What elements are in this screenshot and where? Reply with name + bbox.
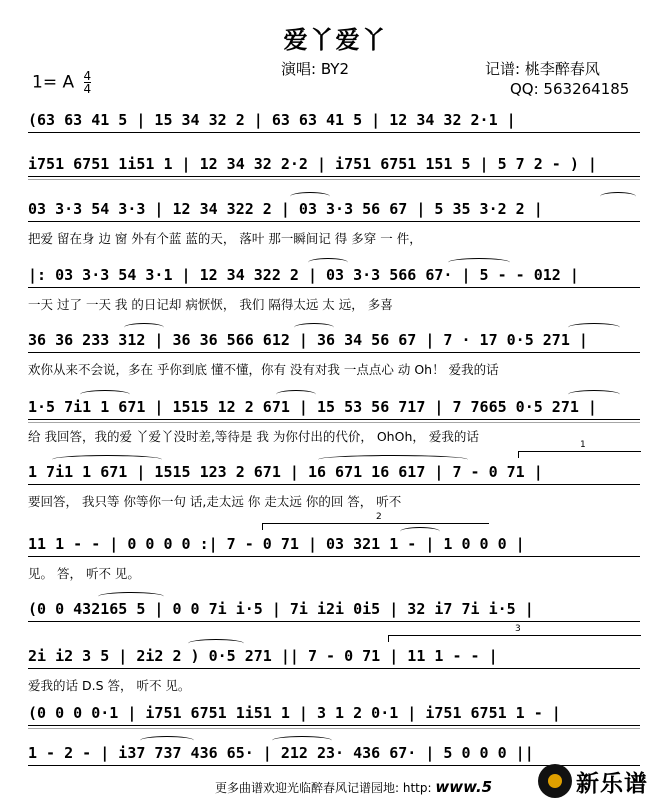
footer-url[interactable]: www.5 xyxy=(435,778,493,796)
volta-label: 2 xyxy=(376,512,382,522)
notes-line: 1 7i1 1 671 | 1515 123 2 671 | 16 671 16 617 | 7 - 0 71 | xyxy=(28,463,543,481)
notes-line: 03 3·3 54 3·3 | 12 34 322 2 | 03 3·3 56 67 | 5 35 3·2 2 | xyxy=(28,200,543,218)
time-bottom: 4 xyxy=(83,82,92,96)
transcriber: 记谱: 桃李醉春风 xyxy=(485,60,600,78)
footer-note xyxy=(215,778,492,796)
key-label: 1= A xyxy=(32,72,75,93)
score-row-5 xyxy=(28,327,640,395)
notes-line: 11 1 - - | 0 0 0 0 :| 7 - 0 71 | 03 321 1 - | 1 0 0 0 | xyxy=(28,535,525,553)
score-row-8 xyxy=(28,512,640,599)
score-row-4 xyxy=(28,262,640,330)
lyric-line: 欢你从来不会说，多在 乎你到底 懂不懂，你有 没有对我 一点点心 动 Oh！ 爱我的话 xyxy=(28,362,499,377)
site-logo[interactable] xyxy=(538,760,668,802)
record-disc-icon xyxy=(538,764,572,798)
time-signature xyxy=(84,70,92,95)
notes-line: (0 0 432165 5 | 0 0 7i i·5 | 7i i2i 0i5 | 32 i7 7i i·5 | xyxy=(28,600,534,618)
lyric-line: 要回答， 我只等 你等你一句 话,走太远 你 走太远 你的回 答， 听不 xyxy=(28,494,402,509)
volta-label: 1 xyxy=(580,440,586,450)
volta-label: 3 xyxy=(515,624,521,634)
notes-line: 1·5 7i1 1 671 | 1515 12 2 671 | 15 53 56 717 | 7 7665 0·5 271 | xyxy=(28,398,597,416)
lyric-line: 爱我的话 D.S 答， 听不 见。 xyxy=(28,678,191,693)
logo-text: 新乐谱 xyxy=(576,770,648,797)
notes-line: i751 6751 1i51 1 | 12 34 32 2·2 | i751 6751 151 5 | 5 7 2 - ) | xyxy=(28,155,597,173)
score-row-7 xyxy=(28,440,640,527)
time-top: 4 xyxy=(83,69,92,83)
lyric-line: 见。 答， 听不 见。 xyxy=(28,566,140,581)
notes-line: (63 63 41 5 | 15 34 32 2 | 63 63 41 5 | 12 34 32 2·1 | xyxy=(28,111,516,129)
notes-line: |: 03 3·3 54 3·1 | 12 34 322 2 | 03 3·3 566 67· | 5 - - 012 | xyxy=(28,266,579,284)
lyric-line: 给 我回答，我的爱 丫爱丫没时差,等待是 我 为你付出的代价， OhOh， 爱我的话 xyxy=(28,429,479,444)
score-row-3 xyxy=(28,196,640,264)
notes-line: 1 - 2 - | i37 737 436 65· | 212 23· 436 67· | 5 0 0 0 || xyxy=(28,744,534,762)
lyric-line: 一天 过了 一天 我 的日记却 病恹恹， 我们 隔得太远 太 远， 多喜 xyxy=(28,297,393,312)
footer-text: 更多曲谱欢迎光临醉春风记谱园地: http: xyxy=(215,781,432,795)
singer: 演唱: BY2 xyxy=(281,60,349,78)
page-title: 爱丫爱丫 xyxy=(283,26,388,54)
lyric-line: 把爱 留在身 边 窗 外有个蓝 蓝的天， 落叶 那一瞬间记 得 多穿 一 件， xyxy=(28,231,422,246)
notes-line: 36 36 233 312 | 36 36 566 612 | 36 34 56 67 | 7 · 17 0·5 271 | xyxy=(28,331,588,349)
notes-line: (0 0 0 0·1 | i751 6751 1i51 1 | 3 1 2 0·1 | i751 6751 1 - | xyxy=(28,704,561,722)
key-signature xyxy=(32,70,91,95)
notes-line: 2i i2 3 5 | 2i2 2 ) 0·5 271 || 7 - 0 71 | 11 1 - - | xyxy=(28,647,498,665)
qq-number: QQ: 563264185 xyxy=(510,80,630,98)
